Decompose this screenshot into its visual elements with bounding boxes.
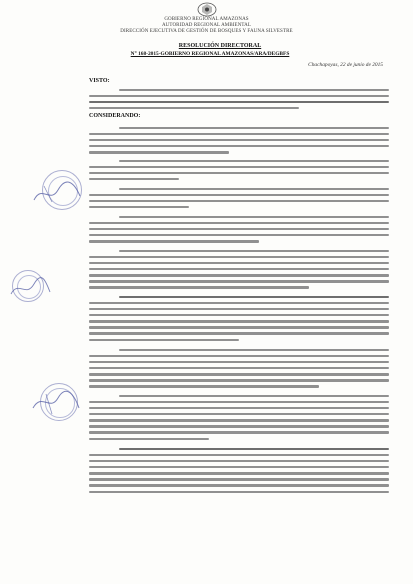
resolution-number: N° 168-2015-GOBIERNO REGIONAL AMAZONAS/ARA/DEGBFS xyxy=(130,51,290,57)
letterhead-line-1: GOBIERNO REGIONAL AMAZONAS xyxy=(164,17,249,22)
section-considerando: CONSIDERANDO: xyxy=(89,113,141,119)
considerando-paragraph-5 xyxy=(89,250,389,293)
considerando-paragraph-7 xyxy=(89,349,389,392)
considerando-paragraph-6 xyxy=(89,296,389,345)
considerando-paragraph-3 xyxy=(89,188,389,212)
considerando-paragraph-2 xyxy=(89,160,389,184)
considerando-paragraph-4 xyxy=(89,216,389,246)
resolution-title: RESOLUCIÓN DIRECTORAL xyxy=(178,43,262,49)
section-visto: VISTO: xyxy=(89,78,110,84)
considerando-paragraph-1 xyxy=(89,127,389,157)
letterhead-line-3: DIRECCIÓN EJECUTIVA DE GESTIÓN DE BOSQUES Y FAUNA SILVESTRE xyxy=(120,29,293,34)
signature-2 xyxy=(8,276,53,300)
considerando-paragraph-8 xyxy=(89,395,389,444)
signature-1 xyxy=(30,178,85,208)
visto-paragraph xyxy=(89,89,389,113)
signature-3 xyxy=(28,388,83,418)
regional-crest-icon xyxy=(196,2,218,17)
letterhead-line-2: AUTORIDAD REGIONAL AMBIENTAL xyxy=(161,23,252,28)
considerando-paragraph-9 xyxy=(89,448,389,497)
place-date: Chachapoyas, 22 de junio de 2015 xyxy=(308,62,383,68)
